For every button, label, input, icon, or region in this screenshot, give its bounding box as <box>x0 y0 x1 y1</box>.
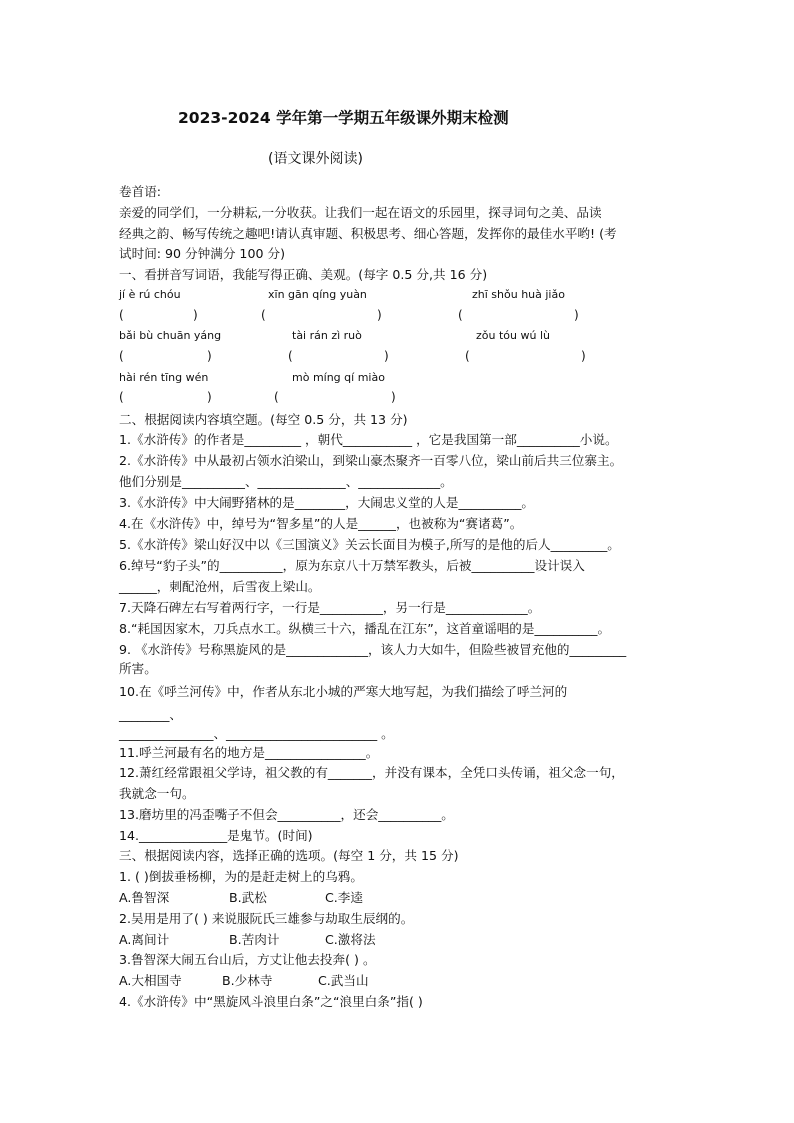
pinyin-prompt: tài rán zì ruò <box>292 329 362 342</box>
answer-bracket-open: ( <box>119 349 124 363</box>
answer-bracket-close: ) <box>384 349 389 363</box>
fill-in-question: 9. 《水浒传》号称黑旋风的是_____________，该人力大如牛，但险些被冒充他的_________ <box>119 642 627 657</box>
fill-in-question: 他们分别是__________、______________、_____________。 <box>119 474 453 489</box>
choice-option-c: C.激将法 <box>325 932 376 947</box>
section-heading: 三、根据阅读内容，选择正确的选项。(每空 1 分，共 15 分) <box>119 848 459 863</box>
section-heading: 一、看拼音写词语，我能写得正确、美观。(每字 0.5 分,共 16 分) <box>119 267 488 282</box>
fill-in-question: 8.“耗国因家木，刀兵点水工。纵横三十六，播乱在江东”，这首童谣唱的是__________。 <box>119 621 611 636</box>
choice-option-a: A.离间计 <box>119 932 170 947</box>
fill-in-question: 11.呼兰河最有名的地方是________________。 <box>119 745 379 760</box>
fill-in-question: 我就念一句。 <box>119 786 195 801</box>
answer-bracket-close: ) <box>581 349 586 363</box>
answer-bracket-close: ) <box>391 390 396 404</box>
choice-option-b: B.武松 <box>229 890 267 905</box>
pinyin-prompt: zǒu tóu wú lù <box>476 329 550 342</box>
choice-option-b: B.少林寺 <box>222 973 273 988</box>
pinyin-prompt: zhī shǒu huà jiǎo <box>472 288 565 301</box>
fill-in-question: 3.《水浒传》中大闹野猪林的是________，大闹忠义堂的人是__________。 <box>119 495 535 510</box>
pinyin-prompt: mò míng qí miào <box>292 371 385 384</box>
choice-question: 1. ( )倒拔垂杨柳，为的是赶走树上的乌鸦。 <box>119 869 363 884</box>
page-title: 2023-2024 学年第一学期五年级课外期末检测 <box>178 109 509 127</box>
fill-in-question: 2.《水浒传》中从最初占领水泊梁山，到梁山豪杰聚齐一百零八位，梁山前后共三位寨主。 <box>119 453 623 468</box>
preface-text: 试时间: 90 分钟满分 100 分) <box>119 246 285 261</box>
answer-bracket-close: ) <box>207 390 212 404</box>
fill-in-question: ________、 <box>119 707 182 722</box>
choice-option-a: A.鲁智深 <box>119 890 170 905</box>
answer-bracket-open: ( <box>261 308 266 322</box>
fill-in-question: 4.在《水浒传》中，绰号为“智多星”的人是______，也被称为“赛诸葛”。 <box>119 516 523 531</box>
answer-bracket-close: ) <box>193 308 198 322</box>
pinyin-prompt: jí è rú chóu <box>119 288 181 301</box>
pinyin-prompt: hài rén tīng wén <box>119 371 209 384</box>
fill-in-question: 12.萧红经常跟祖父学诗，祖父教的有_______，并没有课本，全凭口头传诵，祖父念一句， <box>119 765 624 780</box>
fill-in-question: 10.在《呼兰河传》中，作者从东北小城的严寒大地写起，为我们描绘了呼兰河的 <box>119 684 568 699</box>
fill-in-question: ______，刺配沧州，后雪夜上梁山。 <box>119 579 321 594</box>
choice-option-a: A.大相国寺 <box>119 973 182 988</box>
answer-bracket-open: ( <box>274 390 279 404</box>
answer-bracket-open: ( <box>119 308 124 322</box>
choice-question: 4.《水浒传》中“黑旋风斗浪里白条”之“浪里白条”指( ) <box>119 994 423 1009</box>
fill-in-question: 13.磨坊里的冯歪嘴子不但会__________，还会__________。 <box>119 807 454 822</box>
pinyin-prompt: xīn gān qíng yuàn <box>268 288 367 301</box>
section-heading: 二、根据阅读内容填空题。(每空 0.5 分，共 13 分) <box>119 412 408 427</box>
choice-option-c: C.武当山 <box>318 973 369 988</box>
answer-bracket-open: ( <box>288 349 293 363</box>
fill-in-question: _______________、________________________ 。 <box>119 726 394 741</box>
preface-text: 亲爱的同学们，一分耕耘,一分收获。让我们一起在语文的乐园里，探寻词句之美、品读 <box>119 205 602 220</box>
answer-bracket-close: ) <box>207 349 212 363</box>
fill-in-question: 6.绰号“豹子头”的__________，原为东京八十万禁军教头，后被__________设计误入 <box>119 558 585 573</box>
page-subtitle: (语文课外阅读) <box>268 151 363 167</box>
fill-in-question: 所害。 <box>119 661 157 676</box>
fill-in-question: 14.______________是鬼节。(时间) <box>119 828 313 843</box>
answer-bracket-open: ( <box>465 349 470 363</box>
fill-in-question: 5.《水浒传》梁山好汉中以《三国演义》关云长面目为模子,所写的是他的后人_________。 <box>119 537 620 552</box>
answer-bracket-open: ( <box>119 390 124 404</box>
fill-in-question: 7.天降石碑左右写着两行字，一行是__________，另一行是_____________。 <box>119 600 541 615</box>
answer-bracket-close: ) <box>377 308 382 322</box>
choice-option-b: B.苦肉计 <box>229 932 280 947</box>
choice-option-c: C.李逵 <box>325 890 363 905</box>
answer-bracket-open: ( <box>458 308 463 322</box>
preface-label: 卷首语: <box>119 184 162 199</box>
choice-question: 3.鲁智深大闹五台山后，方丈让他去投奔( ) 。 <box>119 952 376 967</box>
answer-bracket-close: ) <box>574 308 579 322</box>
fill-in-question: 1.《水浒传》的作者是_________ ，朝代___________ ，它是我国第一部__________小说。 <box>119 432 618 447</box>
preface-text: 经典之韵、畅写传统之趣吧!请认真审题、积极思考、细心答题，发挥你的最佳水平哟! (考 <box>119 226 617 241</box>
choice-question: 2.吴用是用了( ) 来说服阮氏三雄参与劫取生辰纲的。 <box>119 911 414 926</box>
pinyin-prompt: bǎi bù chuān yáng <box>119 329 222 342</box>
